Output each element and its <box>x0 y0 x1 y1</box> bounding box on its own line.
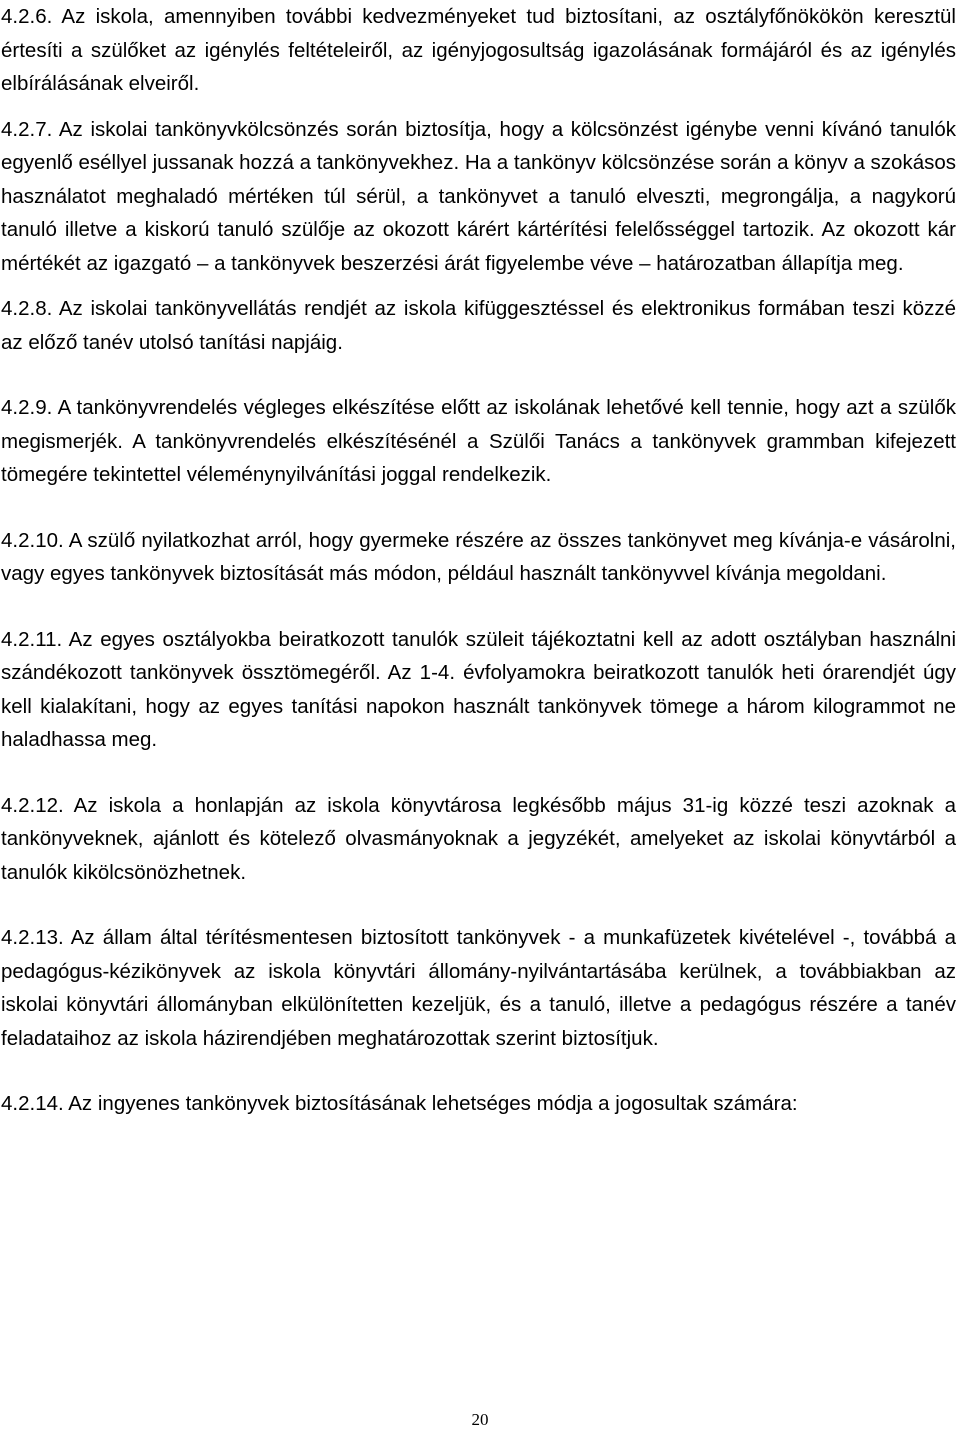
paragraph-4-2-7: 4.2.7. Az iskolai tankönyvkölcsönzés során biztosítja, hogy a kölcsönzést igénybe venni kívánó tanulók egyenlő eséllyel jussanak hozzá a tankönyvekhez. Ha a tankönyv kölcsönzése során a könyv a szokásos használatot meghaladó mértéken túl sérül, a tankönyvet a tanuló elveszti, megrongálja, a nagykorú tanuló illetve a kiskorú tanuló szülője az okozott kárért kártérítési felelősséggel tartozik. Az okozott kár mértékét az igazgató – a tankönyvek beszerzési árát figyelembe véve – határozatban állapítja meg. <box>1 117 956 275</box>
paragraph-4-2-10: 4.2.10. A szülő nyilatkozhat arról, hogy gyermeke részére az összes tankönyvet meg kívánja-e vásárolni, vagy egyes tankönyvek biztosítását más módon, például használt tankönyvvel kívánja megoldani. <box>1 528 956 585</box>
paragraph-4-2-14: 4.2.14. Az ingyenes tankönyvek biztosításának lehetséges módja a jogosultak számára: <box>1 1092 798 1115</box>
paragraph-4-2-12: 4.2.12. Az iskola a honlapján az iskola könyvtárosa legkésőbb május 31-ig közzé teszi azoknak a tankönyveknek, ajánlott és kötelező olvasmányoknak a jegyzékét, amelyeket az iskolai könyvtárból a tanulók kikölcsönözhetnek. <box>1 793 956 884</box>
document-page <box>1 0 956 1121</box>
paragraph-4-2-6: 4.2.6. Az iskola, amennyiben további kedvezményeket tud biztosítani, az osztályfőnökökön keresztül értesíti a szülőket az igénylés feltételeiről, az igényjogosultság igazolásának formájáról és az igénylés elbírálásának elveiről. <box>1 5 956 95</box>
paragraph-4-2-13: 4.2.13. Az állam által térítésmentesen biztosított tankönyvek - a munkafüzetek kivételével -, továbbá a pedagógus-kézikönyvek az iskola könyvtári állomány-nyilvántartásába kerülnek, a továbbiakban az iskolai könyvtári állományban elkülönítetten kezeljük, és a tanuló, illetve a pedagógus részére a tanév feladataihoz az iskola házirendjében meghatározottak szerint biztosítjuk. <box>1 926 956 1050</box>
paragraph-4-2-9: 4.2.9. A tankönyvrendelés végleges elkészítése előtt az iskolának lehetővé kell tennie, hogy azt a szülők megismerjék. A tankönyvrendelés elkészítésénél a Szülői Tanács a tankönyvek grammban kifejezett tömegére tekintettel véleménynyilvánítási joggal rendelkezik. <box>1 396 956 486</box>
paragraph-4-2-8: 4.2.8. Az iskolai tankönyvellátás rendjét az iskola kifüggesztéssel és elektronikus formában teszi közzé az előző tanév utolsó tanítási napjáig. <box>1 297 956 354</box>
paragraph-4-2-11: 4.2.11. Az egyes osztályokba beiratkozott tanulók szüleit tájékoztatni kell az adott osztályban használni szándékozott tankönyvek össztömegéről. Az 1-4. évfolyamokra beiratkozott tanulók heti órarendjét úgy kell kialakítani, hogy az egyes tanítási napokon használt tankönyvek tömege a három kilogrammot ne haladhassa meg. <box>1 627 956 751</box>
page-number: 20 <box>471 1410 489 1429</box>
